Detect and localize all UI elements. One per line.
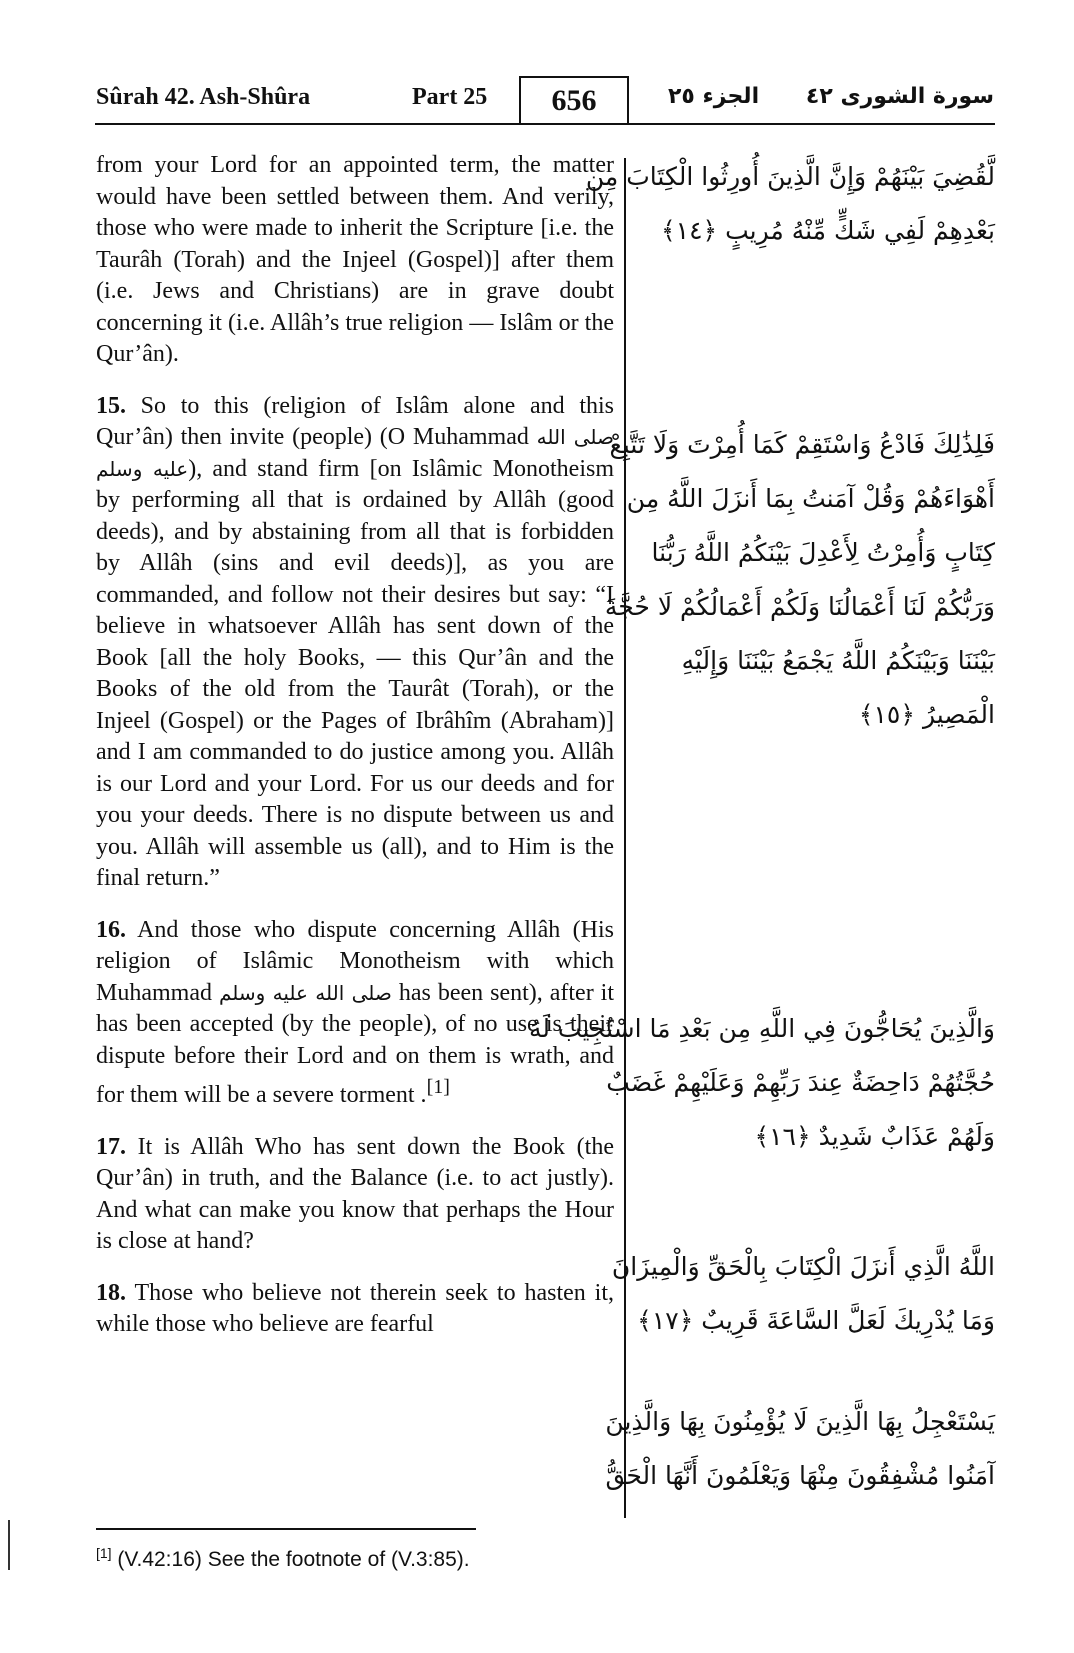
header-juz-arabic: الجزء ٢٥	[668, 84, 760, 109]
header-rule	[95, 123, 995, 125]
header-surah-title: Sûrah 42. Ash-Shûra	[96, 84, 311, 110]
arabic-line: حُجَّتُهُمْ دَاحِضَةٌ عِندَ رَبِّهِمْ وَعَلَيْهِمْ غَضَبٌ	[606, 1068, 995, 1097]
footnote	[96, 1545, 470, 1572]
arabic-line: وَرَبُّكُمْ لَنَا أَعْمَالُنَا وَلَكُمْ أَعْمَالُكُمْ لَا حُجَّةَ	[604, 592, 995, 621]
arabic-line: وَلَهُمْ عَذَابٌ شَدِيدٌ ﴿١٦﴾	[754, 1122, 995, 1151]
arabic-line: بَعْدِهِمْ لَفِي شَكٍّ مِّنْهُ مُرِيبٍ ﴿١٤﴾	[660, 216, 995, 245]
arabic-line: آمَنُوا مُشْفِقُونَ مِنْهَا وَيَعْلَمُونَ أَنَّهَا الْحَقُّ	[605, 1461, 995, 1490]
verse-17	[96, 1132, 614, 1258]
footnote-marker: [1]	[96, 1545, 112, 1561]
verse-text: has been sent), after it has been accepted (by the people), of no use is their dispute before their Lord and on them is wrath, and for them will be a severe torment .	[96, 979, 615, 1108]
arabic-block-17	[611, 1240, 995, 1348]
verse-text: And those who dispute concerning Allâh (His religion of Islâmic Monotheism with which Muhammad	[96, 916, 614, 1006]
salawat-arabic: صلى الله عليه وسلم	[96, 425, 615, 481]
english-column	[96, 150, 614, 1361]
verse-text: It is Allâh Who has sent down the Book (the Qur’ân) in truth, and the Balance (i.e. to act justly). And what can make you know that perhaps the Hour is close at hand?	[96, 1133, 614, 1254]
footnote-text: (V.42:16) See the footnote of (V.3:85).	[111, 1548, 470, 1571]
arabic-line: الْمَصِيرُ ﴿١٥﴾	[858, 700, 995, 729]
verse-18	[96, 1278, 614, 1341]
footnote-rule	[96, 1528, 476, 1530]
verse-number: 18.	[96, 1279, 126, 1306]
arabic-line: بَيْنَنَا وَبَيْنَكُمُ اللَّهُ يَجْمَعُ بَيْنَنَا وَإِلَيْهِ	[681, 646, 995, 675]
arabic-block-18	[605, 1395, 995, 1503]
verse-number: 17.	[96, 1133, 126, 1160]
arabic-line: وَالَّذِينَ يُحَاجُّونَ فِي اللَّهِ مِن بَعْدِ مَا اسْتُجِيبَ لَهُ	[528, 1014, 995, 1043]
arabic-line: أَهْوَاءَهُمْ وَقُلْ آمَنتُ بِمَا أَنزَلَ اللَّهُ مِن	[626, 484, 995, 513]
arabic-line: فَلِذَٰلِكَ فَادْعُ وَاسْتَقِمْ كَمَا أُمِرْتَ وَلَا تَتَّبِعْ	[609, 430, 995, 459]
verse-text: Those who believe not therein seek to hasten it, while those who believe are fearful	[96, 1279, 614, 1337]
footnote-ref[interactable]: [1]	[426, 1076, 450, 1098]
arabic-line: وَمَا يُدْرِيكَ لَعَلَّ السَّاعَةَ قَرِيبٌ ﴿١٧﴾	[637, 1306, 995, 1335]
salawat-arabic: صلى الله عليه وسلم	[218, 980, 392, 1005]
verse-number: 15.	[96, 392, 126, 419]
verse-15	[96, 391, 614, 895]
verse-text: ), and stand firm [on Islâmic Monotheism by performing all that is ordained by Allâh (good deeds), and by abstaining from all that is forbidden by Allâh (sins and evil deeds)], as you are commanded, and follow not their desires but say: “I believe in whatsoever Allâh has sent down of the Book [all the holy Books, — this Qur’ân and the Books of the old from the Taurât (Torah), or the Injeel (Gospel) or the Pages of Ibrâhîm (Abraham)] and I am commanded to do justice among you. Allâh is our Lord and your Lord. For us our deeds and for you your deeds. There is no dispute between us and you. Allâh will assemble us (all), and to Him is the final return.”	[96, 455, 614, 891]
arabic-line: اللَّهُ الَّذِي أَنزَلَ الْكِتَابَ بِالْحَقِّ وَالْمِيزَانَ	[611, 1252, 995, 1281]
arabic-block-14	[585, 150, 995, 258]
header-surah-arabic: سورة الشورى ٤٢	[805, 84, 994, 109]
page-number: 656	[519, 76, 629, 123]
arabic-block-15	[604, 418, 995, 742]
header-part-label: Part 25	[412, 84, 488, 110]
arabic-line: كِتَابٍ وَأُمِرْتُ لِأَعْدِلَ بَيْنَكُمُ اللَّهُ رَبُّنَا	[651, 538, 995, 567]
paragraph-continuation: from your Lord for an appointed term, the matter would have been settled between them. And verily, those who were made to inherit the Scripture [i.e. the Taurâh (Torah) and the Injeel (Gospel)] after them (i.e. Jews and Christians) are in grave doubt concerning it (i.e. Allâh’s true religion — Islâm or the Qur’ân).	[96, 152, 614, 367]
column-divider	[624, 158, 626, 1518]
arabic-line: لَّقُضِيَ بَيْنَهُمْ وَإِنَّ الَّذِينَ أُورِثُوا الْكِتَابَ مِن	[585, 162, 995, 191]
scan-edge-mark	[8, 1520, 10, 1570]
verse-text: So to this (religion of Islâm alone and this Qur’ân) then invite (people) (O Muhammad	[96, 392, 614, 450]
verse-number: 16.	[96, 916, 126, 943]
arabic-line: يَسْتَعْجِلُ بِهَا الَّذِينَ لَا يُؤْمِنُونَ بِهَا وَالَّذِينَ	[605, 1407, 995, 1436]
arabic-block-16	[528, 1002, 995, 1164]
